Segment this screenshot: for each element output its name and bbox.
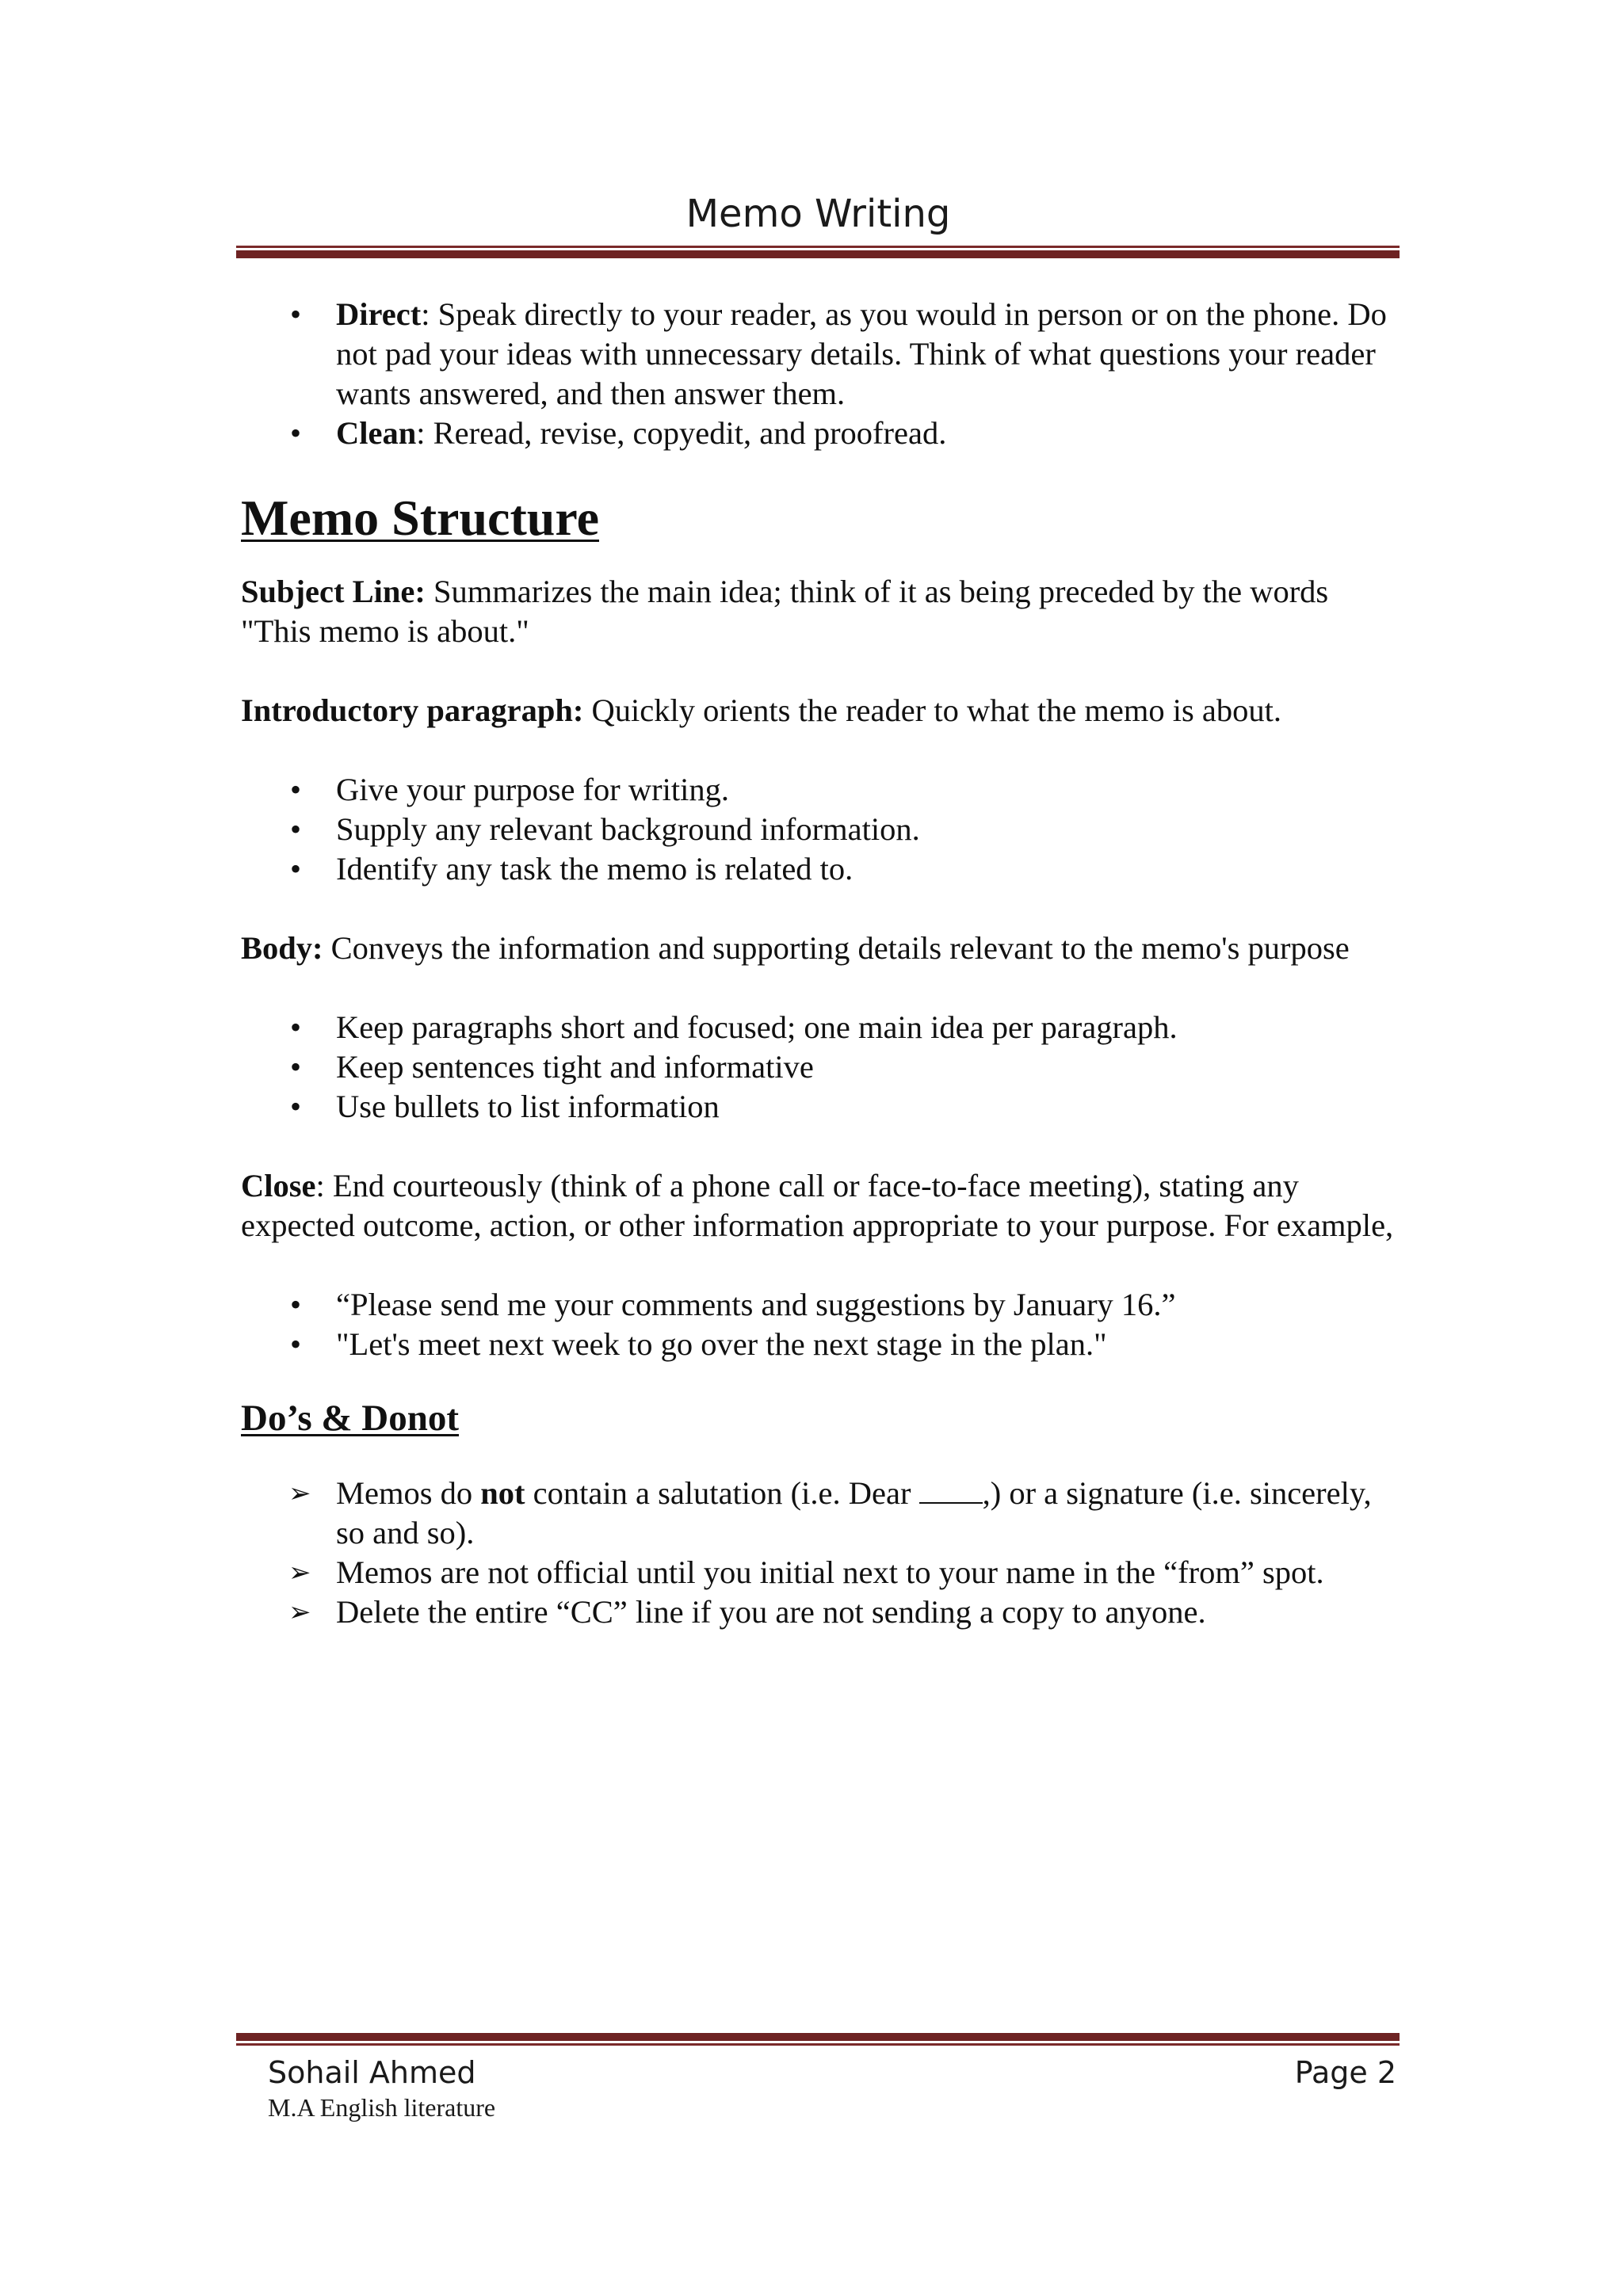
memo-structure-heading: Memo Structure	[241, 490, 599, 546]
blank-underline	[919, 1478, 983, 1504]
close-text: : End courteously (think of a phone call or face-to-face meeting), stating any expected outcome, action, or other information appropriate to your purpose. For example,	[241, 1168, 1394, 1243]
footer-page-number: Page 2	[1294, 2055, 1396, 2090]
subject-line-text: Summarizes the main idea; think of it as being preceded by the words "This memo is about."	[241, 574, 1329, 649]
introductory-bullet-list	[241, 770, 1398, 889]
list-item: • Supply any relevant background information.	[241, 810, 1398, 849]
footer-rule	[236, 2033, 1400, 2046]
list-item: • Keep sentences tight and informative	[241, 1047, 1398, 1087]
list-item	[241, 295, 1398, 414]
page-header-title: Memo Writing	[685, 192, 951, 236]
dos-donts-list	[241, 1474, 1398, 1632]
list-item	[241, 1553, 1398, 1592]
bullet-text: : Reread, revise, copyedit, and proofread.	[416, 415, 947, 451]
intro-bullet-list	[241, 295, 1398, 453]
body-paragraph	[241, 929, 1398, 968]
item-text: Memos do	[336, 1475, 481, 1511]
body-bullet-list	[241, 1008, 1398, 1127]
list-item	[241, 1592, 1398, 1632]
list-item: • Use bullets to list information	[241, 1087, 1398, 1127]
introductory-text: Quickly orients the reader to what the memo is about.	[583, 692, 1282, 728]
list-item: • Give your purpose for writing.	[241, 770, 1398, 810]
list-item	[241, 1474, 1398, 1553]
footer-author-name: Sohail Ahmed	[268, 2055, 476, 2090]
item-emphasis: not	[480, 1475, 525, 1511]
item-text: contain a salutation (i.e. Dear	[525, 1475, 919, 1511]
subject-line-paragraph	[241, 572, 1398, 651]
bullet-term: Direct	[336, 296, 422, 332]
introductory-paragraph	[241, 691, 1398, 730]
bullet-term: Clean	[336, 415, 417, 451]
item-text: Delete the entire “CC” line if you are not sending a copy to anyone.	[336, 1594, 1206, 1630]
close-bullet-list	[241, 1285, 1398, 1364]
arrowhead-bullet-icon: ➢	[288, 1478, 311, 1509]
body-label: Body:	[241, 930, 323, 966]
list-item: • Identify any task the memo is related to.	[241, 849, 1398, 889]
header-rule	[236, 246, 1400, 258]
dos-donts-heading: Do’s & Donot	[241, 1398, 460, 1439]
bullet-text: : Speak directly to your reader, as you would in person or on the phone. Do not pad your ideas with unnecessary details. Think of what questions your reader wants answered, and then answer them.	[336, 296, 1387, 411]
arrowhead-bullet-icon: ➢	[288, 1557, 311, 1589]
subject-line-label: Subject Line:	[241, 574, 426, 609]
document-body	[241, 295, 1398, 1632]
arrowhead-bullet-icon: ➢	[288, 1596, 311, 1628]
footer-author-degree: M.A English literature	[268, 2093, 496, 2122]
list-item	[241, 414, 1398, 453]
body-text: Conveys the information and supporting details relevant to the memo's purpose	[323, 930, 1350, 966]
list-item: • “Please send me your comments and suggestions by January 16.”	[241, 1285, 1398, 1325]
list-item: • Keep paragraphs short and focused; one main idea per paragraph.	[241, 1008, 1398, 1047]
item-text: ,) or a signature (i.e. sincerely, so and so).	[336, 1475, 1372, 1550]
close-label: Close	[241, 1168, 316, 1203]
item-text: Memos are not official until you initial next to your name in the “from” spot.	[336, 1554, 1324, 1590]
close-paragraph	[241, 1166, 1398, 1245]
introductory-label: Introductory paragraph:	[241, 692, 584, 728]
list-item: • "Let's meet next week to go over the next stage in the plan."	[241, 1325, 1398, 1364]
